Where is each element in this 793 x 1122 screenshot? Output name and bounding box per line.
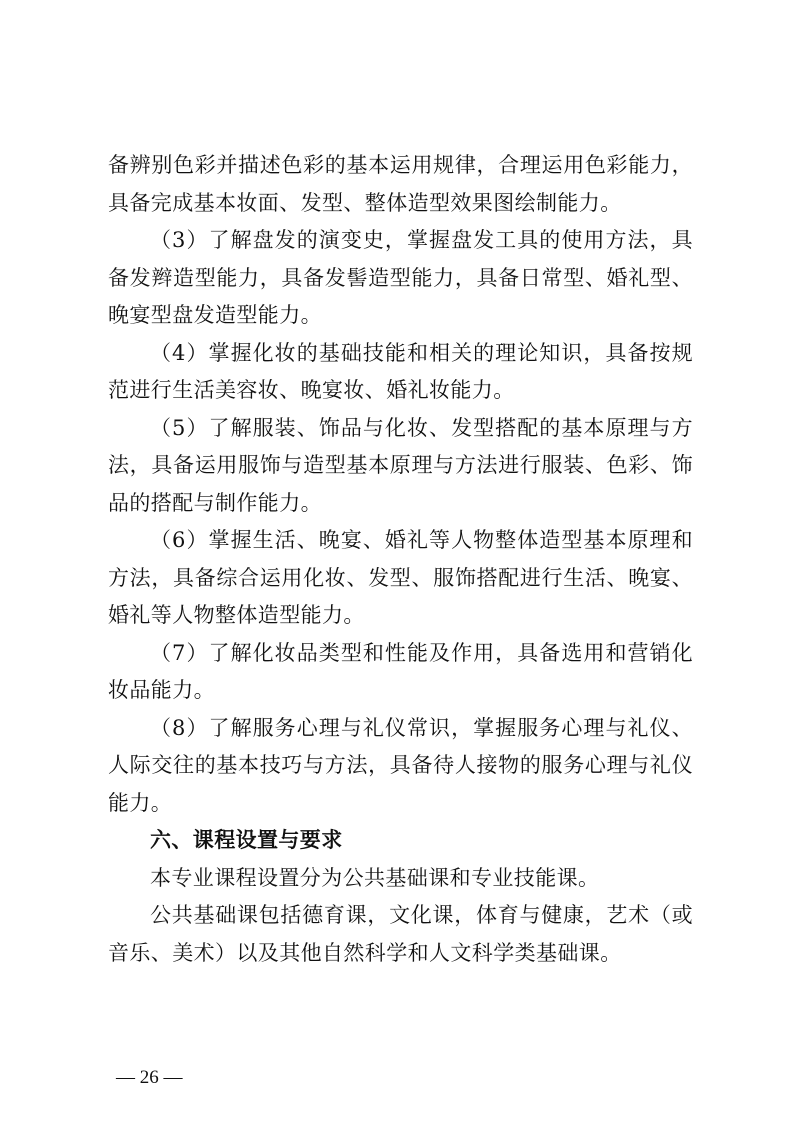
- page-number: — 26 —: [116, 1067, 183, 1088]
- section-heading: 六、课程设置与要求: [150, 828, 343, 852]
- paragraph-item-3: （3）了解盘发的演变史，掌握盘发工具的使用方法，具备发辫造型能力，具备发髻造型能力，具备日常型、婚礼型、晚宴型盘发造型能力。: [108, 228, 693, 327]
- section-paragraph-public-courses: 公共基础课包括德育课，文化课，体育与健康，艺术（或音乐、美术）以及其他自然科学和人文科学类基础课。: [108, 903, 693, 965]
- page-body: [108, 147, 693, 972]
- paragraph-item-7: （7）了解化妆品类型和性能及作用，具备选用和营销化妆品能力。: [108, 640, 693, 702]
- paragraph-item-4: （4）掌握化妆的基础技能和相关的理论知识，具备按规范进行生活美容妆、晚宴妆、婚礼妆能力。: [108, 340, 693, 402]
- paragraph-item-5: （5）了解服装、饰品与化妆、发型搭配的基本原理与方法，具备运用服饰与造型基本原理与方法进行服装、色彩、饰品的搭配与制作能力。: [108, 415, 693, 515]
- paragraph-item-6: （6）掌握生活、晚宴、婚礼等人物整体造型基本原理和方法，具备综合运用化妆、发型、服饰搭配进行生活、晚宴、婚礼等人物整体造型能力。: [108, 528, 693, 627]
- paragraph-item-8: （8）了解服务心理与礼仪常识，掌握服务心理与礼仪、人际交往的基本技巧与方法，具备待人接物的服务心理与礼仪能力。: [108, 715, 693, 815]
- paragraph-continued: 备辨别色彩并描述色彩的基本运用规律，合理运用色彩能力，具备完成基本妆面、发型、整体造型效果图绘制能力。: [108, 153, 693, 215]
- section-paragraph-intro: 本专业课程设置分为公共基础课和专业技能课。: [150, 865, 600, 890]
